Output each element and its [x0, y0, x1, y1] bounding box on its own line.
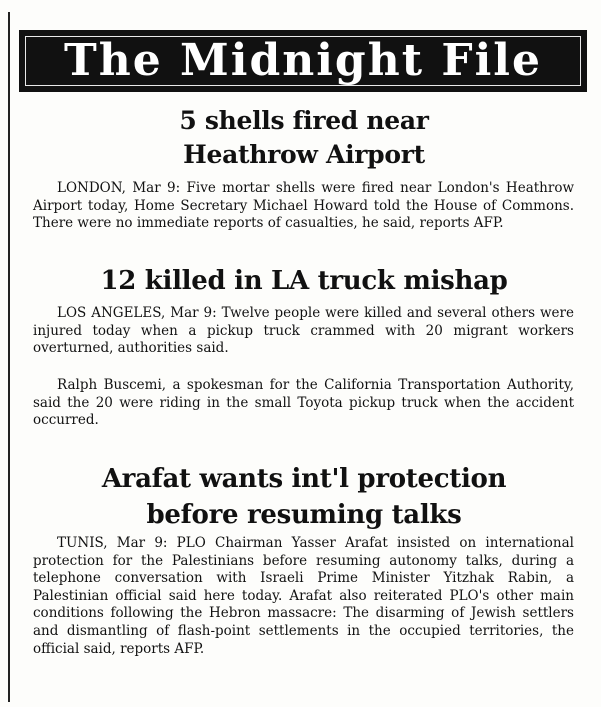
- headline-line: 5 shells fired near: [179, 106, 429, 135]
- headline-arafat: [20, 461, 588, 533]
- headline-line: Arafat wants int'l protection: [101, 464, 507, 494]
- headline-line: before resuming talks: [146, 500, 462, 530]
- article-body-la-truck-spokesman: Ralph Buscemi, a spokesman for the California Transportation Authority, said the 20 were riding in the small Toyota pickup truck when the accident occurred.: [33, 377, 574, 429]
- headline-line: 12 killed in LA truck mishap: [100, 266, 508, 296]
- article-body-arafat: TUNIS, Mar 9: PLO Chairman Yasser Arafat insisted on international protection for the Palestinians before resuming autonomy talks, during a telephone conversation with Israeli Prime Minister Yitzhak Rabin, a Palestinian official said here today. Arafat also reiterated PLO's other main conditions following the Hebron massacre: The disarming of Jewish settlers and dismantling of flash-point settlements in the occupied territories, the official said, reports AFP.: [33, 535, 574, 657]
- column-rule: [8, 12, 10, 702]
- article-body-la-truck: LOS ANGELES, Mar 9: Twelve people were killed and several others were injured today when a pickup truck crammed with 20 migrant workers overturned, authorities said.: [33, 305, 574, 357]
- section-title: The Midnight File: [64, 35, 542, 86]
- headline-heathrow: [20, 104, 588, 172]
- section-banner: [19, 30, 587, 92]
- headline-la-truck: [20, 263, 588, 299]
- headline-line: Heathrow Airport: [183, 140, 425, 169]
- article-body-heathrow: LONDON, Mar 9: Five mortar shells were fired near London's Heathrow Airport today, Home Secretary Michael Howard told the House of Commons. There were no immediate reports of casualties, he said, reports AFP.: [33, 180, 574, 232]
